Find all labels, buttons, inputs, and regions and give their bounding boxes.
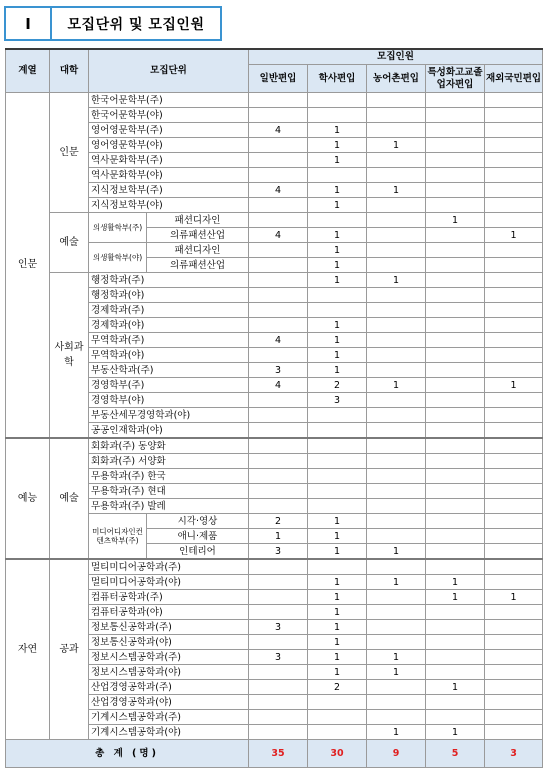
section-title: 모집단위 및 모집인원 [67, 16, 205, 33]
value-cell [249, 725, 308, 740]
value-cell [426, 258, 485, 273]
value-cell [485, 499, 543, 514]
value-cell [367, 484, 426, 499]
value-cell [249, 408, 308, 423]
subgroup-label: 의생활학부(야) [89, 243, 147, 273]
value-cell [485, 183, 543, 198]
value-cell [485, 605, 543, 620]
value-cell [249, 393, 308, 408]
value-cell [367, 198, 426, 213]
total-row [6, 740, 543, 768]
group-gyeyeol-yeneung: 예능 [6, 438, 50, 559]
value-cell [249, 484, 308, 499]
group-daehak-sahoe: 사회과학 [50, 273, 89, 439]
value-cell [426, 243, 485, 258]
total-label: 총 계 (명) [6, 740, 249, 768]
value-cell [426, 153, 485, 168]
value-cell [249, 605, 308, 620]
value-cell [426, 138, 485, 153]
total-bachelor: 30 [308, 740, 367, 768]
value-cell [485, 514, 543, 529]
value-cell [485, 544, 543, 560]
value-cell [426, 514, 485, 529]
unit-cell: 영어영문학부(야) [89, 138, 249, 153]
value-cell [485, 484, 543, 499]
value-cell [249, 258, 308, 273]
value-cell: 1 [367, 650, 426, 665]
value-cell [249, 108, 308, 123]
value-cell [367, 620, 426, 635]
table-row [6, 559, 543, 575]
value-cell: 1 [308, 605, 367, 620]
value-cell [426, 333, 485, 348]
value-cell: 1 [367, 378, 426, 393]
unit-cell: 한국어문학부(야) [89, 108, 249, 123]
value-cell [485, 454, 543, 469]
value-cell [485, 123, 543, 138]
unit-cell: 기계시스템공학과(주) [89, 710, 249, 725]
group-daehak-gonggwa: 공과 [50, 559, 89, 740]
unit-cell: 무용학과(주) 발레 [89, 499, 249, 514]
unit-cell: 기계시스템공학과(야) [89, 725, 249, 740]
value-cell [485, 303, 543, 318]
value-cell [485, 710, 543, 725]
value-cell [249, 138, 308, 153]
value-cell [485, 423, 543, 439]
value-cell: 1 [308, 665, 367, 680]
value-cell: 1 [308, 620, 367, 635]
value-cell [249, 273, 308, 288]
value-cell [426, 559, 485, 575]
value-cell [485, 243, 543, 258]
unit-cell: 지식정보학부(야) [89, 198, 249, 213]
value-cell: 3 [249, 650, 308, 665]
value-cell [249, 499, 308, 514]
value-cell [308, 469, 367, 484]
value-cell [485, 93, 543, 108]
unit-cell: 멀티미디어공학과(주) [89, 559, 249, 575]
value-cell [367, 438, 426, 454]
value-cell [426, 228, 485, 243]
value-cell [367, 695, 426, 710]
unit-cell: 컴퓨터공학과(야) [89, 605, 249, 620]
value-cell [426, 454, 485, 469]
value-cell [308, 725, 367, 740]
value-cell [367, 348, 426, 363]
header-bachelor: 학사편입 [308, 65, 367, 93]
value-cell [426, 469, 485, 484]
group-daehak-yesul-b: 예술 [50, 438, 89, 559]
group-daehak-inmun: 인문 [50, 93, 89, 213]
value-cell [367, 680, 426, 695]
unit-cell: 애니·제품 [147, 529, 249, 544]
unit-cell: 부동산세무경영학과(야) [89, 408, 249, 423]
value-cell: 1 [426, 725, 485, 740]
value-cell [426, 93, 485, 108]
value-cell [308, 408, 367, 423]
value-cell: 3 [249, 363, 308, 378]
subgroup-label: 미디어디자인컨텐츠학부(주) [89, 514, 147, 560]
value-cell: 1 [426, 590, 485, 605]
group-gyeyeol-inmun: 인문 [6, 93, 50, 439]
unit-cell: 컴퓨터공학과(주) [89, 590, 249, 605]
value-cell [485, 650, 543, 665]
value-cell [367, 393, 426, 408]
value-cell [485, 273, 543, 288]
unit-cell: 지식정보학부(주) [89, 183, 249, 198]
value-cell [426, 288, 485, 303]
value-cell [426, 393, 485, 408]
header-unit: 모집단위 [89, 49, 249, 93]
value-cell: 1 [367, 665, 426, 680]
value-cell [426, 499, 485, 514]
header-daehak: 대학 [50, 49, 89, 93]
unit-cell: 의류패션산업 [147, 258, 249, 273]
value-cell [485, 258, 543, 273]
value-cell [249, 288, 308, 303]
unit-cell: 경영학부(야) [89, 393, 249, 408]
unit-cell: 정보시스템공학과(야) [89, 665, 249, 680]
value-cell [485, 318, 543, 333]
unit-cell: 경영학부(주) [89, 378, 249, 393]
value-cell: 1 [308, 153, 367, 168]
value-cell [426, 605, 485, 620]
value-cell [367, 423, 426, 439]
value-cell [308, 168, 367, 183]
value-cell [367, 243, 426, 258]
group-daehak-yesul: 예술 [50, 213, 89, 273]
value-cell [426, 303, 485, 318]
value-cell: 2 [308, 680, 367, 695]
value-cell [426, 318, 485, 333]
value-cell [426, 378, 485, 393]
value-cell [485, 288, 543, 303]
unit-cell: 산업경영공학과(야) [89, 695, 249, 710]
value-cell: 2 [249, 514, 308, 529]
recruitment-table-wrapper [5, 48, 542, 774]
value-cell [367, 635, 426, 650]
value-cell [367, 258, 426, 273]
value-cell [485, 665, 543, 680]
value-cell [485, 213, 543, 228]
value-cell: 1 [367, 183, 426, 198]
value-cell: 1 [249, 529, 308, 544]
value-cell [426, 168, 485, 183]
value-cell [485, 725, 543, 740]
value-cell [308, 438, 367, 454]
value-cell [426, 529, 485, 544]
value-cell [249, 590, 308, 605]
section-number: I [6, 8, 52, 39]
value-cell [367, 168, 426, 183]
value-cell [249, 243, 308, 258]
value-cell: 4 [249, 123, 308, 138]
value-cell: 1 [367, 138, 426, 153]
header-overseas: 재외국민편입 [485, 65, 543, 93]
value-cell [367, 454, 426, 469]
value-cell [367, 605, 426, 620]
value-cell [367, 559, 426, 575]
value-cell [485, 408, 543, 423]
value-cell [249, 213, 308, 228]
unit-cell: 정보통신공학과(야) [89, 635, 249, 650]
value-cell: 1 [308, 198, 367, 213]
value-cell [308, 499, 367, 514]
value-cell: 4 [249, 228, 308, 243]
value-cell: 3 [249, 544, 308, 560]
unit-cell: 무용학과(주) 현대 [89, 484, 249, 499]
unit-cell: 역사문화학부(주) [89, 153, 249, 168]
value-cell [249, 318, 308, 333]
value-cell: 1 [308, 123, 367, 138]
value-cell [308, 213, 367, 228]
value-cell [367, 499, 426, 514]
unit-cell: 인테리어 [147, 544, 249, 560]
value-cell [249, 454, 308, 469]
unit-cell: 회화과(주) 서양화 [89, 454, 249, 469]
value-cell: 1 [426, 680, 485, 695]
value-cell [485, 333, 543, 348]
value-cell: 1 [367, 273, 426, 288]
value-cell [485, 529, 543, 544]
value-cell [426, 108, 485, 123]
value-cell: 1 [308, 333, 367, 348]
value-cell: 1 [308, 514, 367, 529]
value-cell [308, 423, 367, 439]
total-overseas: 3 [485, 740, 543, 768]
unit-cell: 공공인재학과(야) [89, 423, 249, 439]
value-cell [485, 363, 543, 378]
value-cell [367, 93, 426, 108]
value-cell: 3 [249, 620, 308, 635]
unit-cell: 영어영문학부(주) [89, 123, 249, 138]
value-cell [308, 288, 367, 303]
value-cell [485, 348, 543, 363]
value-cell [308, 454, 367, 469]
unit-cell: 의류패션산업 [147, 228, 249, 243]
value-cell: 1 [308, 183, 367, 198]
unit-cell: 행정학과(야) [89, 288, 249, 303]
value-cell [426, 348, 485, 363]
value-cell: 4 [249, 183, 308, 198]
table-row [6, 93, 543, 108]
value-cell: 1 [308, 138, 367, 153]
value-cell [367, 303, 426, 318]
section-header [4, 6, 222, 41]
value-cell [308, 710, 367, 725]
unit-cell: 무역학과(주) [89, 333, 249, 348]
group-gyeyeol-jayeon: 자연 [6, 559, 50, 740]
value-cell [249, 168, 308, 183]
recruitment-table [5, 48, 543, 768]
subgroup-label: 의생활학부(주) [89, 213, 147, 243]
value-cell: 1 [308, 544, 367, 560]
unit-cell: 경제학과(주) [89, 303, 249, 318]
value-cell [367, 333, 426, 348]
value-cell [249, 153, 308, 168]
unit-cell: 경제학과(야) [89, 318, 249, 333]
value-cell: 1 [485, 590, 543, 605]
value-cell [485, 138, 543, 153]
value-cell [367, 288, 426, 303]
value-cell: 1 [308, 243, 367, 258]
value-cell: 1 [308, 258, 367, 273]
header-special: 특성화고교졸업자편입 [426, 65, 485, 93]
value-cell [367, 710, 426, 725]
value-cell [249, 348, 308, 363]
value-cell [426, 650, 485, 665]
value-cell [485, 393, 543, 408]
table-row [6, 213, 543, 228]
unit-cell: 산업경영공학과(주) [89, 680, 249, 695]
value-cell [367, 213, 426, 228]
unit-cell: 정보시스템공학과(주) [89, 650, 249, 665]
value-cell [308, 484, 367, 499]
value-cell: 1 [485, 228, 543, 243]
unit-cell: 무용학과(주) 한국 [89, 469, 249, 484]
value-cell [426, 183, 485, 198]
header-farm: 농어촌편입 [367, 65, 426, 93]
value-cell: 1 [308, 650, 367, 665]
value-cell [426, 273, 485, 288]
value-cell [249, 438, 308, 454]
value-cell: 1 [308, 590, 367, 605]
value-cell [367, 529, 426, 544]
value-cell [249, 575, 308, 590]
value-cell [249, 665, 308, 680]
total-general: 35 [249, 740, 308, 768]
value-cell: 1 [308, 273, 367, 288]
value-cell [485, 695, 543, 710]
unit-cell: 무역학과(야) [89, 348, 249, 363]
value-cell: 1 [308, 363, 367, 378]
value-cell [249, 303, 308, 318]
value-cell [426, 123, 485, 138]
value-cell [249, 710, 308, 725]
value-cell [426, 710, 485, 725]
unit-cell: 패션디자인 [147, 243, 249, 258]
header-recruit: 모집인원 [249, 49, 543, 65]
value-cell [308, 695, 367, 710]
unit-cell: 패션디자인 [147, 213, 249, 228]
value-cell: 1 [426, 213, 485, 228]
total-farm: 9 [367, 740, 426, 768]
value-cell [308, 93, 367, 108]
value-cell [426, 665, 485, 680]
table-row [6, 438, 543, 454]
value-cell [367, 318, 426, 333]
header-general: 일반편입 [249, 65, 308, 93]
unit-cell: 시각·영상 [147, 514, 249, 529]
value-cell: 4 [249, 378, 308, 393]
value-cell [426, 363, 485, 378]
value-cell [367, 469, 426, 484]
value-cell [426, 695, 485, 710]
value-cell [249, 469, 308, 484]
value-cell [485, 680, 543, 695]
value-cell: 1 [308, 348, 367, 363]
value-cell [367, 408, 426, 423]
unit-cell: 역사문화학부(야) [89, 168, 249, 183]
value-cell [485, 198, 543, 213]
value-cell: 1 [485, 378, 543, 393]
value-cell [367, 228, 426, 243]
value-cell [485, 108, 543, 123]
value-cell [367, 153, 426, 168]
value-cell: 1 [308, 529, 367, 544]
value-cell [308, 108, 367, 123]
value-cell [249, 559, 308, 575]
unit-cell: 정보통신공학과(주) [89, 620, 249, 635]
unit-cell: 부동산학과(주) [89, 363, 249, 378]
value-cell [249, 198, 308, 213]
value-cell: 1 [308, 228, 367, 243]
unit-cell: 한국어문학부(주) [89, 93, 249, 108]
value-cell: 2 [308, 378, 367, 393]
value-cell [485, 559, 543, 575]
value-cell: 4 [249, 333, 308, 348]
value-cell: 3 [308, 393, 367, 408]
value-cell [249, 680, 308, 695]
value-cell: 1 [367, 544, 426, 560]
value-cell [426, 438, 485, 454]
value-cell [426, 635, 485, 650]
value-cell: 1 [367, 575, 426, 590]
value-cell: 1 [367, 725, 426, 740]
total-special: 5 [426, 740, 485, 768]
value-cell [426, 423, 485, 439]
value-cell [367, 123, 426, 138]
value-cell: 1 [426, 575, 485, 590]
value-cell [367, 514, 426, 529]
value-cell [485, 575, 543, 590]
unit-cell: 회화과(주) 동양화 [89, 438, 249, 454]
value-cell [426, 484, 485, 499]
value-cell [426, 198, 485, 213]
table-row [6, 273, 543, 288]
unit-cell: 멀티미디어공학과(야) [89, 575, 249, 590]
value-cell [308, 559, 367, 575]
value-cell [426, 544, 485, 560]
value-cell: 1 [308, 635, 367, 650]
value-cell [426, 620, 485, 635]
value-cell [485, 153, 543, 168]
value-cell [485, 168, 543, 183]
value-cell [249, 423, 308, 439]
value-cell: 1 [308, 575, 367, 590]
value-cell: 1 [308, 318, 367, 333]
value-cell [367, 108, 426, 123]
value-cell [367, 363, 426, 378]
value-cell [485, 469, 543, 484]
header-gyeyeol: 계열 [6, 49, 50, 93]
value-cell [426, 408, 485, 423]
value-cell [308, 303, 367, 318]
value-cell [249, 695, 308, 710]
value-cell [485, 635, 543, 650]
unit-cell: 행정학과(주) [89, 273, 249, 288]
value-cell [249, 93, 308, 108]
value-cell [485, 620, 543, 635]
value-cell [367, 590, 426, 605]
value-cell [485, 438, 543, 454]
value-cell [249, 635, 308, 650]
